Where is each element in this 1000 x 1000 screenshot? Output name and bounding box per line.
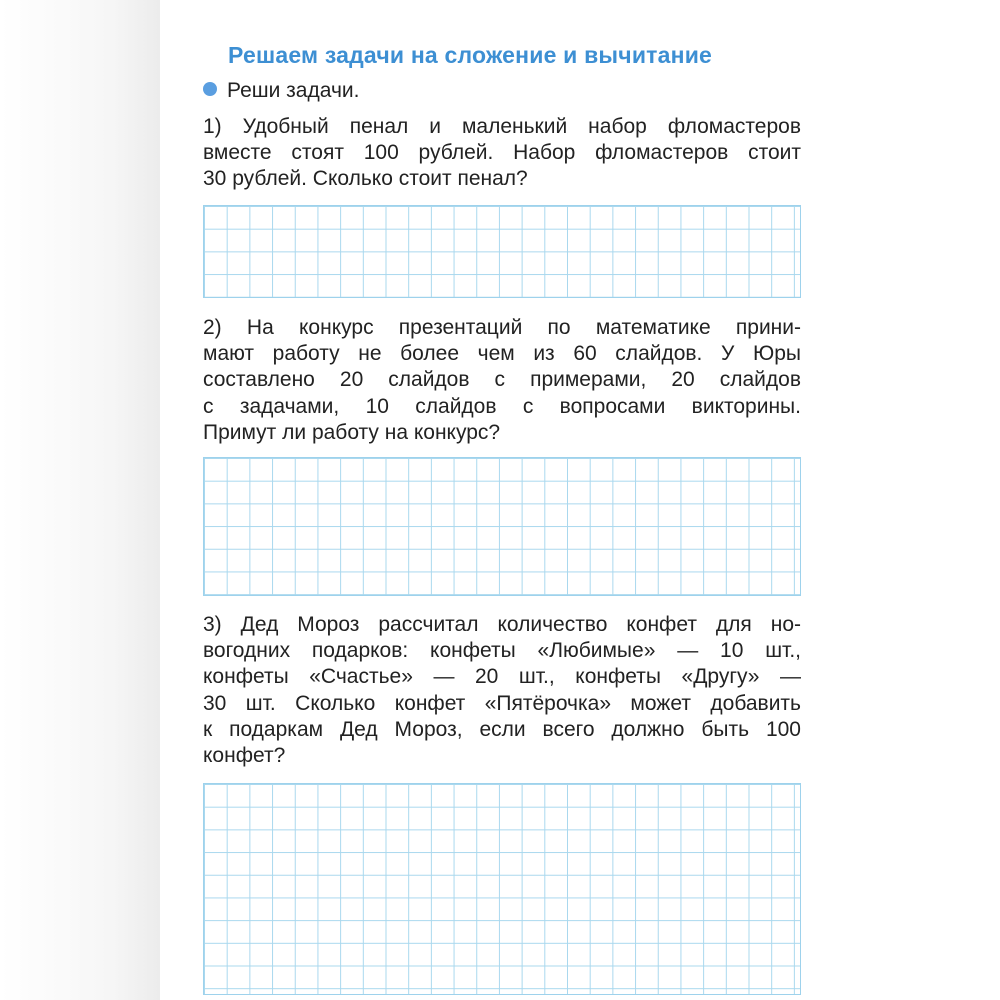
answer-grid-3[interactable]	[203, 783, 801, 995]
task-1	[203, 114, 801, 193]
page-margin-shadow	[0, 0, 160, 1000]
task-line: вогодних подарков: конфеты «Любимые» — 10 шт.,	[203, 639, 801, 663]
task-line: конфет?	[203, 744, 286, 768]
page-title: Решаем задачи на сложение и вычитание	[228, 42, 713, 68]
task-line: вместе стоят 100 рублей. Набор фломастеров стоит	[203, 141, 801, 165]
answer-grid-1[interactable]	[203, 205, 801, 298]
bullet-icon	[203, 82, 217, 96]
task-line: 1) Удобный пенал и маленький набор фломастеров	[203, 115, 801, 138]
task-line: Примут ли работу на конкурс?	[203, 420, 501, 444]
task-line: 30 шт. Сколько конфет «Пятёрочка» может добавить	[203, 691, 801, 715]
answer-grid-2[interactable]	[203, 457, 801, 596]
task-line: составлено 20 слайдов с примерами, 20 слайдов	[203, 368, 801, 392]
task-line: с задачами, 10 слайдов с вопросами викторины.	[203, 394, 801, 418]
task-line: 3) Дед Мороз рассчитал количество конфет для но-	[203, 613, 801, 636]
task-line: конфеты «Счастье» — 20 шт., конфеты «Другу» —	[203, 665, 801, 689]
task-line: мают работу не более чем из 60 слайдов. У Юры	[203, 342, 801, 366]
task-line: 2) На конкурс презентаций по математике прини-	[203, 316, 801, 339]
instruction	[203, 79, 359, 103]
task-line: к подаркам Дед Мороз, если всего должно быть 100	[203, 717, 801, 741]
task-2	[203, 315, 801, 446]
task-3	[203, 612, 801, 769]
task-line: 30 рублей. Сколько стоит пенал?	[203, 167, 528, 191]
instruction-text: Реши задачи.	[227, 79, 360, 102]
